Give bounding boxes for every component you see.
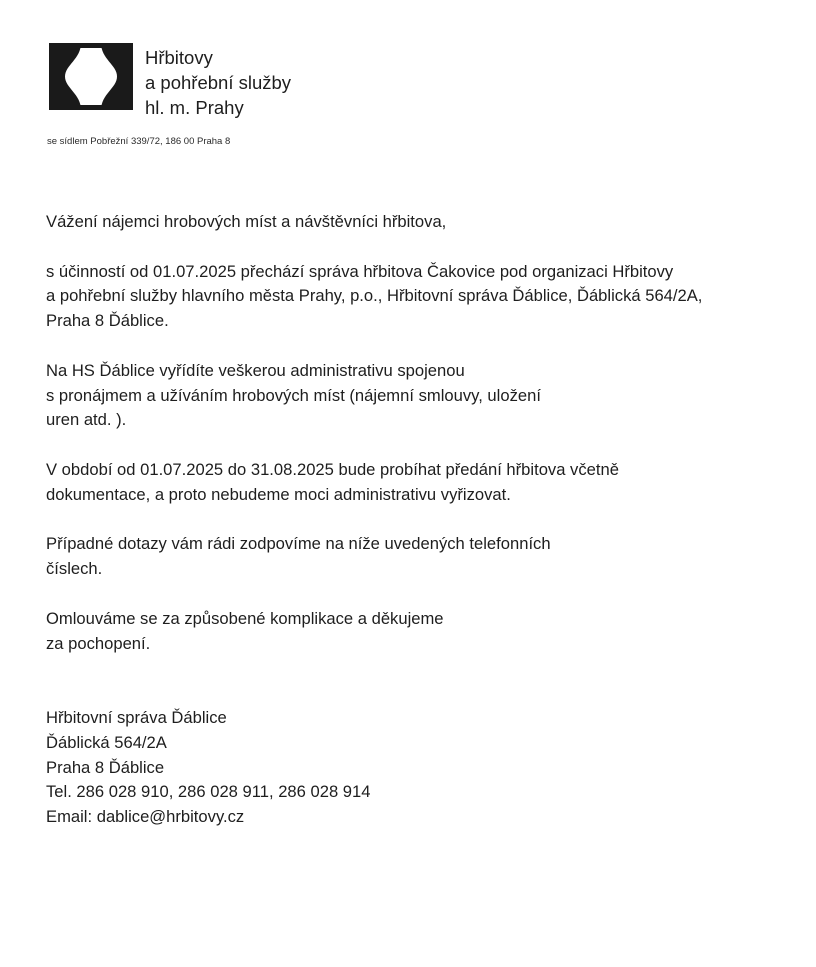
signature-block (46, 706, 786, 830)
text-line: Případné dotazy vám rádi zodpovíme na níže uvedených telefonních (46, 534, 551, 554)
paragraph-transition-period (46, 458, 786, 508)
signature-email: Email: dablice@hrbitovy.cz (46, 807, 245, 827)
letter-body (46, 210, 786, 830)
text-line: s účinností od 01.07.2025 přechází správa hřbitova Čakovice pod organizaci Hřbitovy (46, 261, 674, 281)
text-line: s pronájmem a užíváním hrobových míst (nájemní smlouvy, uložení (46, 385, 541, 405)
text-line: Na HS Ďáblice vyřídíte veškerou administrativu spojenou (46, 360, 465, 380)
brand-name (145, 45, 291, 120)
paragraph-handover (46, 260, 786, 334)
signature-name: Hřbitovní správa Ďáblice (46, 707, 227, 727)
text-line: Praha 8 Ďáblice. (46, 311, 169, 331)
text-line: V období od 01.07.2025 do 31.08.2025 bude probíhat předání hřbitova včetně (46, 459, 619, 479)
text-line: Omlouváme se za způsobené komplikace a děkujeme (46, 608, 444, 628)
text-line: číslech. (46, 559, 103, 579)
signature-phone: Tel. 286 028 910, 286 028 911, 286 028 914 (46, 782, 371, 802)
hrbitovy-logo-icon (49, 43, 133, 110)
paragraph-administration (46, 359, 786, 433)
text-line: za pochopení. (46, 633, 151, 653)
company-address: se sídlem Pobřežní 339/72, 186 00 Praha 8 (47, 136, 231, 147)
paragraph-questions (46, 532, 786, 582)
signature-city: Praha 8 Ďáblice (46, 757, 165, 777)
paragraph-apology (46, 607, 786, 657)
text-line: dokumentace, a proto nebudeme moci administrativu vyřizovat. (46, 484, 511, 504)
text-line: a pohřební služby hlavního města Prahy, p.o., Hřbitovní správa Ďáblice, Ďáblická 564/2A, (46, 286, 703, 306)
signature-street: Ďáblická 564/2A (46, 732, 167, 752)
salutation: Vážení nájemci hrobových míst a návštěvníci hřbitova, (46, 212, 447, 231)
brand-line: Hřbitovy (145, 47, 213, 68)
text-line: uren atd. ). (46, 410, 127, 430)
brand-line: hl. m. Prahy (145, 97, 244, 118)
brand-line: a pohřební služby (145, 72, 292, 93)
